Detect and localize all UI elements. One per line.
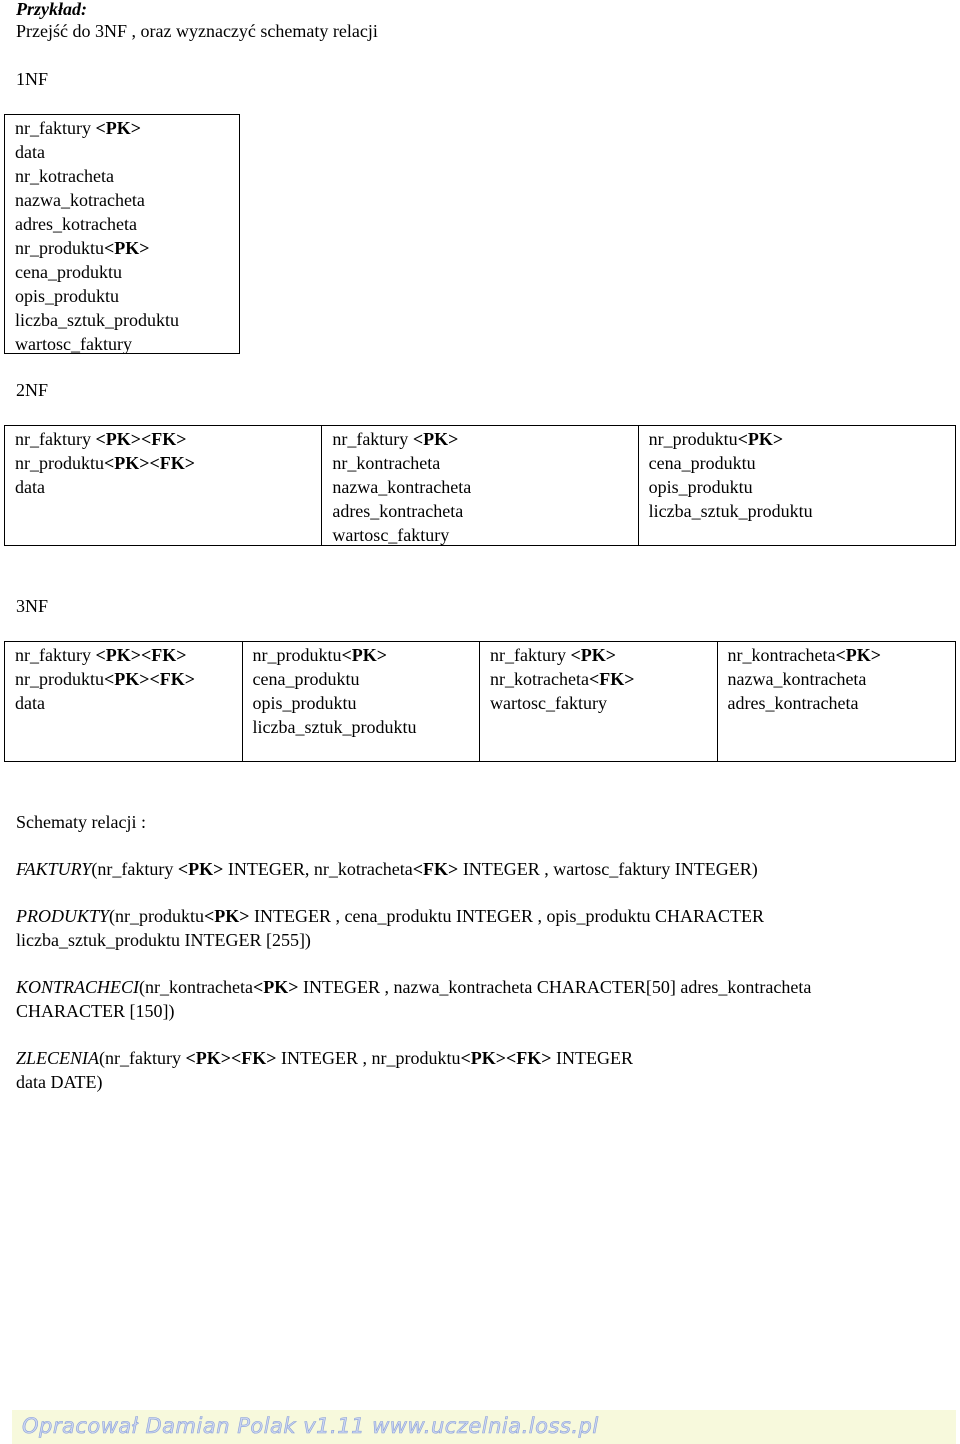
attribute-line (15, 284, 239, 308)
attribute-name: nr_faktury (490, 645, 571, 665)
nf3-table (4, 641, 956, 762)
attribute-name: cena_produktu (252, 669, 360, 689)
key-marker: <FK> (412, 859, 459, 879)
attribute-line (253, 715, 480, 739)
attribute-name: nazwa_kotracheta (15, 190, 145, 210)
key-marker: <PK> (177, 859, 224, 879)
schema-text: (nr_faktury (99, 1048, 186, 1068)
attribute-line (15, 691, 242, 715)
key-marker: <PK> (104, 238, 150, 258)
schema-text: (nr_kontracheta (139, 977, 253, 997)
attribute-line (15, 260, 239, 284)
attribute-line (332, 523, 637, 547)
attribute-line (15, 140, 239, 164)
example-heading: Przykład: (16, 0, 87, 19)
attribute-line (15, 236, 239, 260)
schema-text: data DATE) (16, 1072, 103, 1092)
attribute-name: nr_produktu (648, 429, 738, 449)
relation-schema (16, 1046, 946, 1094)
key-marker: <PK><FK> (95, 645, 187, 665)
attribute-name: wartosc_faktury (490, 693, 607, 713)
attribute-name: nr_faktury (15, 429, 96, 449)
key-marker: <PK> (835, 645, 881, 665)
attribute-line (253, 691, 480, 715)
key-marker: <PK> (204, 906, 250, 926)
attribute-line (490, 691, 717, 715)
key-marker: <PK> (95, 118, 141, 138)
attribute-line (15, 475, 321, 499)
key-marker: <PK> (570, 645, 616, 665)
table-cell (480, 642, 718, 761)
attribute-name: opis_produktu (252, 693, 357, 713)
attribute-line (649, 427, 955, 451)
key-marker: <PK><FK> (460, 1048, 552, 1068)
table-cell (5, 642, 243, 761)
attribute-name: nr_produktu (252, 645, 342, 665)
table-cell (639, 426, 955, 545)
attribute-name: data (15, 693, 45, 713)
schema-text: CHARACTER [150]) (16, 1001, 175, 1021)
attribute-line (332, 427, 637, 451)
attribute-name: nazwa_kontracheta (332, 477, 472, 497)
attribute-line (332, 475, 637, 499)
schema-text: liczba_sztuk_produktu INTEGER [255]) (16, 930, 311, 950)
key-marker: <PK><FK> (95, 429, 187, 449)
attribute-name: nr_produktu (15, 669, 104, 689)
attribute-line (332, 499, 637, 523)
key-marker: <PK><FK> (104, 669, 196, 689)
attribute-line (15, 451, 321, 475)
table-cell (718, 642, 956, 761)
attribute-name: nr_kotracheta (15, 166, 114, 186)
attribute-line (728, 667, 956, 691)
nf2-label: 2NF (16, 380, 49, 400)
attribute-line (649, 499, 955, 523)
schema-line (16, 975, 946, 999)
key-marker: <PK><FK> (104, 453, 196, 473)
attribute-name: nr_faktury (332, 429, 413, 449)
schema-text: INTEGER , cena_produktu INTEGER , opis_produktu CHARACTER (249, 906, 764, 926)
table-cell (5, 115, 239, 353)
attribute-name: liczba_sztuk_produktu (252, 717, 417, 737)
attribute-name: cena_produktu (648, 453, 756, 473)
attribute-line (15, 116, 239, 140)
attribute-line (15, 188, 239, 212)
attribute-name: wartosc_faktury (15, 334, 132, 354)
attribute-line (728, 643, 956, 667)
attribute-line (490, 643, 717, 667)
schema-text: INTEGER , nazwa_kontracheta CHARACTER[50] adres_kontracheta (298, 977, 812, 997)
attribute-name: cena_produktu (15, 262, 122, 282)
table-cell (5, 426, 322, 545)
attribute-name: nr_produktu (15, 238, 104, 258)
attribute-line (15, 164, 239, 188)
attribute-name: nr_kotracheta (490, 669, 589, 689)
attribute-line (253, 643, 480, 667)
attribute-line (490, 667, 717, 691)
attribute-name: nr_produktu (15, 453, 104, 473)
table-cell (243, 642, 481, 761)
key-marker: <PK> (341, 645, 388, 665)
attribute-name: opis_produktu (15, 286, 120, 306)
attribute-name: adres_kotracheta (15, 214, 137, 234)
schema-line (16, 904, 946, 928)
schema-line (16, 1070, 946, 1094)
attribute-name: data (15, 477, 45, 497)
attribute-name: nr_faktury (15, 118, 96, 138)
table-cell (322, 426, 638, 545)
key-marker: <PK> (252, 977, 299, 997)
schema-line (16, 999, 946, 1023)
key-marker: <PK> (412, 429, 459, 449)
relation-name: ZLECENIA (16, 1048, 100, 1068)
attribute-line (728, 691, 956, 715)
nf3-label: 3NF (16, 596, 49, 616)
schema-text: INTEGER , wartosc_faktury INTEGER) (458, 859, 758, 879)
attribute-line (253, 667, 480, 691)
schemas-label: Schematy relacji : (16, 812, 146, 832)
attribute-name: nr_kontracheta (332, 453, 441, 473)
footer-bar (12, 1410, 956, 1444)
attribute-line (15, 308, 239, 332)
nf1-label: 1NF (16, 69, 49, 89)
nf2-table (4, 425, 956, 546)
attribute-name: opis_produktu (648, 477, 753, 497)
relation-name: FAKTURY (16, 859, 92, 879)
attribute-line (15, 667, 242, 691)
attribute-name: adres_kontracheta (332, 501, 464, 521)
attribute-line (649, 475, 955, 499)
attribute-line (15, 332, 239, 356)
attribute-line (649, 451, 955, 475)
attribute-name: liczba_sztuk_produktu (648, 501, 813, 521)
attribute-name: nazwa_kontracheta (727, 669, 867, 689)
attribute-name: wartosc_faktury (332, 525, 450, 545)
relation-name: PRODUKTY (16, 906, 110, 926)
key-marker: <PK> (737, 429, 784, 449)
attribute-line (15, 212, 239, 236)
schema-text: INTEGER (551, 1048, 634, 1068)
relation-schema (16, 975, 946, 1023)
relation-schema (16, 857, 946, 881)
key-marker: <PK><FK> (185, 1048, 277, 1068)
attribute-line (15, 427, 321, 451)
schema-text: (nr_produktu (109, 906, 204, 926)
key-marker: <FK> (588, 669, 635, 689)
relation-schema (16, 904, 946, 952)
nf1-table (4, 114, 240, 354)
attribute-name: nr_faktury (15, 645, 96, 665)
attribute-name: nr_kontracheta (727, 645, 836, 665)
schema-text: INTEGER, nr_kotracheta (223, 859, 413, 879)
relation-name: KONTRACHECI (16, 977, 140, 997)
task-description: Przejść do 3NF , oraz wyznaczyć schematy relacji (16, 21, 378, 41)
footer-watermark: Opracował Damian Polak v1.11 www.uczelnia.loss.pl (22, 1414, 599, 1438)
attribute-name: adres_kontracheta (727, 693, 859, 713)
schema-line (16, 1046, 946, 1070)
schema-line (16, 857, 946, 881)
schema-line (16, 928, 946, 952)
attribute-name: liczba_sztuk_produktu (15, 310, 179, 330)
attribute-line (332, 451, 637, 475)
schema-text: (nr_faktury (91, 859, 178, 879)
attribute-name: data (15, 142, 45, 162)
schema-text: INTEGER , nr_produktu (276, 1048, 461, 1068)
attribute-line (15, 643, 242, 667)
